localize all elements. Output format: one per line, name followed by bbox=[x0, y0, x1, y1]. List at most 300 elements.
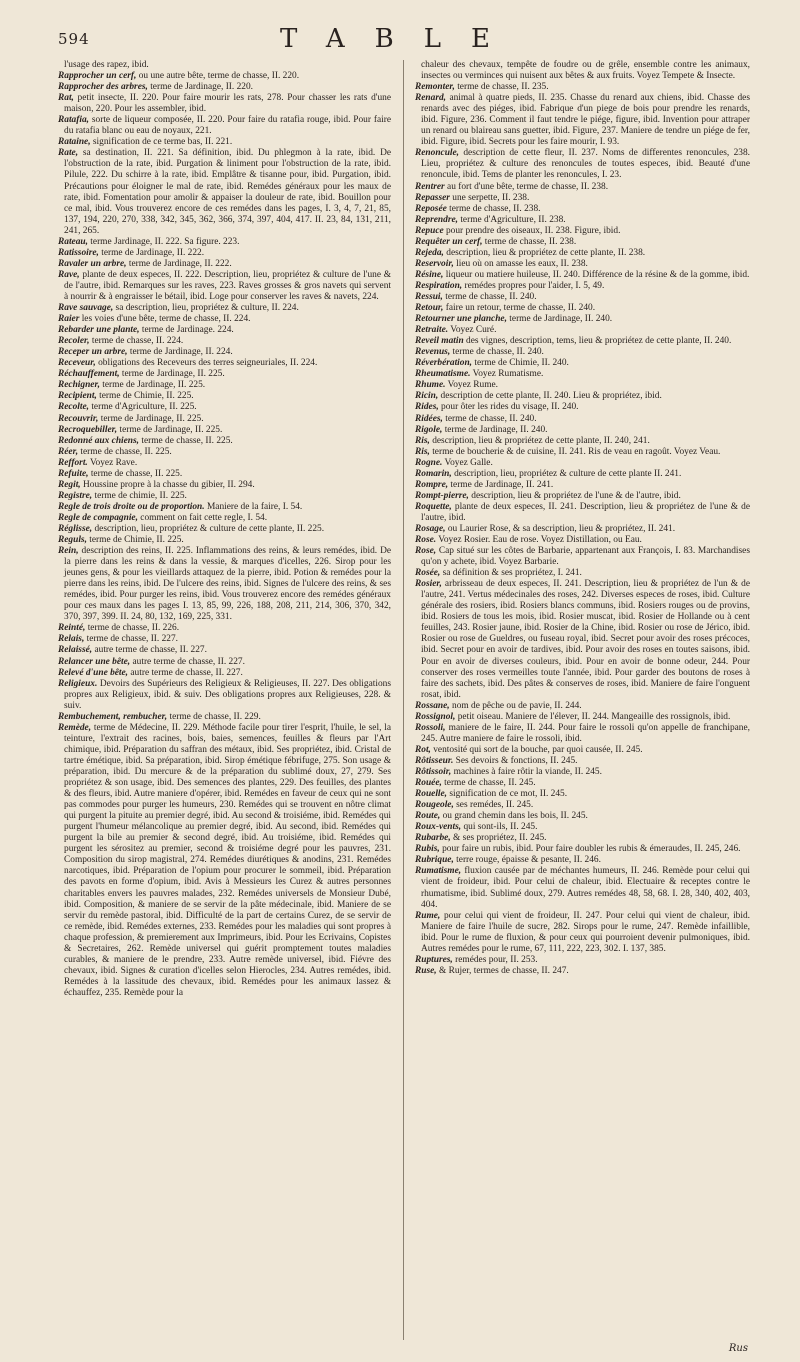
index-entry bbox=[415, 480, 750, 491]
entry-headword: Rapprocher des arbres, bbox=[58, 82, 148, 93]
entry-text: l'usage des rapez, ibid. bbox=[64, 60, 149, 70]
entry-text: terme de Jardinage, II. 222. bbox=[101, 247, 205, 258]
entry-headword: Rosier, bbox=[415, 579, 442, 590]
entry-text: Voyez Rume. bbox=[447, 380, 499, 391]
entry-headword: Rheumatisme. bbox=[415, 369, 471, 380]
entry-text: ou Laurier Rose, & sa description, lieu & propriétez, II. 241. bbox=[447, 523, 676, 534]
entry-text: lieu où on amasse les eaux, II. 238. bbox=[456, 258, 588, 269]
entry-headword: Retour, bbox=[415, 303, 444, 314]
entry-text: liqueur ou matiere huileuse, II. 240. Différence de la résine & de la gomme, ibid. bbox=[445, 269, 750, 280]
entry-headword: Recolte, bbox=[58, 402, 89, 413]
entry-text: description des reins, II. 225. Inflammations des reins, & leurs remédes, ibid. De la pierre dans les reins & dans la vessie, & marques d'icelles, 226. Sirop pour les jeunes gens, & pour les vieillards attaquez de la pierre, ibid. Potion & remédes pour la pierre dans les reins, ibid. De l'ulcere des reins, ibid. Signes de l'ulcere des reins, & ses remédes, ibid. Pour purger les reins, ibid. Vous trouverez encore des remédes généraux pour ces maux dans les pages I. 13, 85, 99, 226, 188, 208, 211, 214, 306, 370, 342, 370, 397, 399. II. 24, 80, 132, 169, 225, 331. bbox=[64, 546, 391, 623]
entry-headword: Reveil matin bbox=[415, 336, 464, 347]
entry-text: terme de Chimie, II. 240. bbox=[474, 358, 569, 369]
entry-headword: Rave, bbox=[58, 269, 80, 280]
index-entry bbox=[58, 237, 391, 248]
index-entry bbox=[58, 458, 391, 469]
entry-headword: Réer, bbox=[58, 446, 79, 457]
index-entry bbox=[58, 380, 391, 391]
entry-text: terme d'Agriculture, II. 225. bbox=[91, 402, 197, 413]
index-entry bbox=[415, 248, 750, 259]
index-entry bbox=[58, 358, 391, 369]
index-entry bbox=[415, 911, 750, 955]
entry-text: arbrisseau de deux especes, II. 241. Description, lieu & propriétez de l'un & de l'autre, 241. Vertus médecinales des roses, 242. Diverses especes de roses, ibid. Culture générale des rosiers, ibid. Rosiers blancs communs, ibid. Rosiers rouges ou de provins, ibid. Rosiers de tous les mois, ibid. Rosier muscat, ibid. Rosier de Hollande ou à cent feuilles, 243. Rosier jaune, ibid. Rosier de la Chine, ibid. Rosier ou rose de Jérico, ibid. Rosier ou rose de Gueldres, ou fuseau royal, ibid. Secret pour avoir des roses précoces, ibid. Secret pour en avoir de tardives, ibid. Pour avoir des roses en toutes saisons, ibid. Pour en avoir de diverses couleurs, ibid. Pour en avoir de bonne odeur, 244. Pour conserver des roses vermeilles toute l'année, ibid. Pour garder des boutons de roses à faire des sachets, ibid. Des pâtes & conserves de roses, ibid. Maniere de faire l'onguent rosat, ibid. bbox=[421, 579, 750, 700]
entry-text: pour faire un rubis, ibid. Pour faire doubler les rubis & émeraudes, II. 245, 246. bbox=[442, 844, 741, 855]
index-entry bbox=[415, 447, 750, 458]
entry-headword: Relaissé, bbox=[58, 645, 93, 656]
entry-text: terme de chasse, II. 225. bbox=[90, 468, 183, 479]
entry-text: obligations des Receveurs des terres seigneuriales, II. 224. bbox=[98, 358, 318, 369]
index-entry bbox=[415, 712, 750, 723]
entry-headword: Ravaler un arbre, bbox=[58, 258, 127, 269]
entry-text: remédes propres pour l'aider, I. 5, 49. bbox=[464, 280, 605, 291]
index-entry bbox=[415, 93, 750, 148]
entry-text: terme de chasse, II. 245. bbox=[444, 778, 536, 789]
index-entry bbox=[415, 568, 750, 579]
entry-headword: Reffort. bbox=[58, 457, 88, 468]
entry-text: Houssine propre à la chasse du gibier, II. 294. bbox=[83, 479, 255, 490]
index-entry bbox=[58, 148, 391, 236]
entry-headword: Renard, bbox=[415, 93, 446, 104]
index-entry bbox=[415, 226, 750, 237]
entry-text: maniere de le faire, II. 244. Pour faire le rossoli qu'on appelle de franchipane, 245. Autre maniere de faire le rossoli, ibid. bbox=[421, 722, 750, 744]
entry-headword: Rentrer bbox=[415, 181, 445, 192]
entry-headword: Requêter un cerf, bbox=[415, 236, 483, 247]
index-entry bbox=[58, 402, 391, 413]
entry-headword: Ris, bbox=[415, 446, 430, 457]
index-entry bbox=[415, 579, 750, 701]
index-entry bbox=[415, 148, 750, 181]
index-entry bbox=[415, 701, 750, 712]
entry-text: terme de chasse, II. 240. bbox=[445, 291, 537, 302]
entry-text: terme de chasse, II. 235. bbox=[457, 82, 549, 93]
entry-headword: Relevé d'une bête, bbox=[58, 667, 129, 678]
entry-headword: Reguls, bbox=[58, 535, 87, 546]
entry-text: terre rouge, épaisse & pesante, II. 246. bbox=[456, 855, 601, 866]
entry-headword: Rossoli, bbox=[415, 722, 446, 733]
index-entry bbox=[58, 60, 391, 71]
entry-headword: Rembuchement, rembucher, bbox=[58, 711, 168, 722]
entry-text: comment on fait cette regle, I. 54. bbox=[140, 512, 268, 523]
entry-headword: Rogne. bbox=[415, 457, 443, 468]
entry-headword: Rebarder une plante, bbox=[58, 325, 140, 336]
entry-headword: Rejeda, bbox=[415, 247, 444, 258]
entry-headword: Ratissoire, bbox=[58, 247, 99, 258]
entry-text: petit oiseau. Maniere de l'élever, II. 244. Mangeaille des rossignols, ibid. bbox=[457, 711, 731, 722]
entry-text: terme de Jardinage, II. 240. bbox=[509, 314, 613, 325]
entry-text: au fort d'une bête, terme de chasse, II. 238. bbox=[447, 181, 609, 192]
entry-headword: Remède, bbox=[58, 722, 92, 733]
entry-headword: Route, bbox=[415, 811, 441, 822]
entry-headword: Regle de trois droite ou de proportion. bbox=[58, 501, 205, 512]
index-entry bbox=[415, 745, 750, 756]
index-entry bbox=[58, 524, 391, 535]
index-entry bbox=[415, 756, 750, 767]
entry-headword: Recroquebiller, bbox=[58, 424, 118, 435]
index-entry bbox=[415, 778, 750, 789]
entry-headword: Ratafia, bbox=[58, 115, 89, 126]
entry-text: terme de Jardinage, II. 225. bbox=[100, 413, 204, 424]
entry-text: sorte de liqueur composée, II. 220. Pour faire du ratafia rouge, ibid. Pour faire du ratafia blanc ou eau de noyaux, 221. bbox=[64, 115, 391, 137]
entry-text: des vignes, description, tems, lieu & propriétez de cette plante, II. 240. bbox=[466, 336, 732, 347]
index-entry bbox=[58, 480, 391, 491]
entry-headword: Rougeole, bbox=[415, 800, 454, 811]
entry-headword: Recipient, bbox=[58, 391, 97, 402]
entry-headword: Rosée, bbox=[415, 568, 441, 579]
index-entry bbox=[415, 955, 750, 966]
index-entry bbox=[415, 182, 750, 193]
index-entry bbox=[415, 855, 750, 866]
entry-headword: Roux-vents, bbox=[415, 822, 462, 833]
entry-text: terme de Jardinage, II. 240. bbox=[444, 424, 548, 435]
entry-headword: Relais, bbox=[58, 634, 85, 645]
entry-headword: Rouelle, bbox=[415, 789, 448, 800]
index-entry bbox=[58, 259, 391, 270]
index-entry bbox=[415, 546, 750, 568]
entry-headword: Ruse, bbox=[415, 965, 437, 976]
entry-text: description, lieu, propriétez & culture de cette plante II. 241. bbox=[454, 468, 682, 479]
index-entry bbox=[415, 270, 750, 281]
entry-headword: Rôtissoir, bbox=[415, 767, 452, 777]
entry-text: terme de chasse, II. 229. bbox=[169, 711, 261, 722]
index-entry bbox=[415, 800, 750, 811]
index-entry bbox=[58, 469, 391, 480]
entry-text: autre terme de chasse, II. 227. bbox=[94, 645, 207, 656]
index-entry bbox=[58, 491, 391, 502]
entry-text: ses remédes, II. 245. bbox=[456, 800, 534, 811]
entry-text: terme de Jardinage, II. 224. bbox=[129, 347, 233, 358]
page-title: TABLE bbox=[279, 24, 521, 54]
index-entry bbox=[415, 723, 750, 745]
entry-text: pour ôter les rides du visage, II. 240. bbox=[441, 402, 579, 413]
entry-headword: Renoncule, bbox=[415, 148, 460, 159]
entry-text: terme de chasse, II. 225. bbox=[141, 435, 233, 446]
index-entry bbox=[415, 204, 750, 215]
index-entry bbox=[415, 358, 750, 369]
entry-text: terme de Chimie, II. 225. bbox=[99, 391, 194, 402]
entry-headword: Recouvrir, bbox=[58, 413, 99, 424]
index-entry bbox=[415, 314, 750, 325]
index-entry bbox=[415, 325, 750, 336]
catchword: Rus bbox=[728, 1343, 748, 1354]
entry-headword: Réverbération, bbox=[415, 358, 473, 369]
index-entry bbox=[58, 369, 391, 380]
index-entry bbox=[415, 303, 750, 314]
entry-headword: Regit, bbox=[58, 479, 81, 490]
entry-headword: Rompt-pierre, bbox=[415, 490, 469, 501]
index-entry bbox=[415, 193, 750, 204]
entry-headword: Receper un arbre, bbox=[58, 347, 128, 358]
entry-headword: Rossignol, bbox=[415, 711, 456, 722]
entry-text: sa définition & ses propriétez, I. 241. bbox=[442, 568, 582, 579]
left-column bbox=[58, 60, 391, 1350]
entry-text: terme de chasse, II. 240. bbox=[452, 347, 544, 358]
entry-headword: Rôtisseur. bbox=[415, 755, 454, 766]
page-number: 594 bbox=[58, 30, 90, 48]
entry-headword: Rosage, bbox=[415, 523, 446, 534]
column-divider bbox=[403, 60, 404, 1340]
entry-text: description de cette plante, II. 240. Lieu & propriétez, ibid. bbox=[440, 391, 662, 402]
entry-headword: Raier bbox=[58, 314, 80, 325]
entry-headword: Remonter, bbox=[415, 82, 455, 93]
entry-headword: Repuce bbox=[415, 225, 444, 236]
entry-text: terme Jardinage, II. 222. Sa figure. 223. bbox=[90, 236, 240, 247]
index-entry bbox=[415, 369, 750, 380]
index-entry bbox=[58, 657, 391, 668]
index-entry bbox=[415, 833, 750, 844]
index-entry bbox=[58, 513, 391, 524]
entry-text: petit insecte, II. 220. Pour faire mourir les rats, 278. Pour chasser les rats d'une maison, 220. Pour les assembler, ibid. bbox=[64, 93, 391, 115]
entry-text: ou grand chemin dans les bois, II. 245. bbox=[442, 811, 588, 822]
entry-text: plante de deux especes, II. 241. Description, lieu & propriétez de l'une & de l'autre, ibid. bbox=[421, 501, 750, 523]
entry-text: les voies d'une bête, terme de chasse, II. 224. bbox=[81, 314, 251, 325]
index-entry bbox=[58, 414, 391, 425]
entry-text: pour prendre des oiseaux, II. 238. Figure, ibid. bbox=[445, 225, 621, 236]
index-entry bbox=[415, 402, 750, 413]
index-entry bbox=[58, 712, 391, 723]
index-entry bbox=[58, 668, 391, 679]
entry-headword: Rataine, bbox=[58, 137, 91, 148]
entry-headword: Romarin, bbox=[415, 468, 452, 479]
entry-headword: Repasser bbox=[415, 192, 450, 203]
entry-headword: Rumatisme, bbox=[415, 866, 462, 877]
entry-headword: Reprendre, bbox=[415, 214, 458, 225]
entry-headword: Reinté, bbox=[58, 623, 86, 634]
index-entry bbox=[415, 458, 750, 469]
page-header bbox=[0, 24, 800, 58]
entry-text: ou une autre bête, terme de chasse, II. 220. bbox=[138, 71, 300, 82]
index-entry bbox=[58, 623, 391, 634]
index-entry bbox=[58, 679, 391, 712]
index-entry bbox=[415, 491, 750, 502]
entry-headword: Regle de compagnie, bbox=[58, 512, 138, 523]
entry-headword: Revenus, bbox=[415, 347, 451, 358]
index-entry bbox=[415, 237, 750, 248]
entry-text: description, lieu & propriétez de cette plante, II. 238. bbox=[446, 247, 646, 258]
entry-text: ventosité qui sort de la bouche, par quoi causée, II. 245. bbox=[433, 744, 643, 755]
index-entry bbox=[58, 314, 391, 325]
entry-text: Voyez Curé. bbox=[450, 325, 497, 336]
index-entry bbox=[415, 292, 750, 303]
entry-headword: Résine, bbox=[415, 269, 444, 280]
entry-text: description, lieu & propriétez de l'une & de l'autre, ibid. bbox=[471, 490, 681, 501]
entry-headword: Redonné aux chiens, bbox=[58, 435, 140, 446]
index-entry bbox=[415, 866, 750, 910]
index-entry bbox=[58, 71, 391, 82]
entry-text: terme de Jardinage, II. 222. bbox=[128, 258, 232, 269]
entry-headword: Recoler, bbox=[58, 336, 90, 347]
index-entry bbox=[58, 115, 391, 137]
entry-text: fluxion causée par de méchantes humeurs, II. 246. Remède pour celui qui vient de froideur, ibid. Pour celui de chaleur, ibid. Electuaire & receptes contre le rhumatisme, ibid. Sublimé doux, 279. Autres remédes 48, 58, 68. I. 28, 340, 402, 403, 404. bbox=[421, 866, 750, 910]
right-column bbox=[415, 60, 750, 1350]
index-entry bbox=[58, 347, 391, 358]
entry-text: nom de pêche ou de pavie, II. 244. bbox=[452, 700, 582, 711]
index-entry bbox=[415, 336, 750, 347]
entry-text: terme de chasse, II. 238. bbox=[449, 203, 541, 214]
index-entry bbox=[415, 469, 750, 480]
entry-headword: Religieux. bbox=[58, 678, 98, 689]
entry-text: description, lieu & propriétez de cette plante, II. 240, 241. bbox=[432, 435, 650, 446]
entry-text: terme de chasse, II. 225. bbox=[80, 446, 172, 457]
entry-text: machines à faire rôtir la viande, II. 245. bbox=[453, 767, 602, 777]
index-entry bbox=[58, 336, 391, 347]
entry-text: terme de Jardinage, II. 225. bbox=[102, 380, 206, 391]
entry-headword: Reservoir, bbox=[415, 258, 454, 269]
entry-text: terme de Jardinage, II. 225. bbox=[121, 369, 225, 380]
entry-headword: Ricin, bbox=[415, 391, 439, 402]
index-entry bbox=[58, 634, 391, 645]
index-entry bbox=[58, 546, 391, 623]
entry-text: autre terme de chasse, II. 227. bbox=[132, 656, 245, 667]
entry-text: animal à quatre pieds, II. 235. Chasse du renard aux chiens, ibid. Chasse des renards avec des piéges, ibid. Fabrique d'un piege de bois pour prendre les renards, ibid. Figure, 236. Comment il faut tendre le piége, figure, ibid. Invention pour attraper un renard ou blaireau sans guetter, ibid. Figure, 237. Maniere de tendre un piége de fer, ibid. Figure, ibid. Secrets pour les faire mourir, I. 93. bbox=[421, 93, 750, 148]
index-entry bbox=[58, 425, 391, 436]
entry-headword: Rave sauvage, bbox=[58, 303, 114, 314]
entry-headword: Registre, bbox=[58, 490, 93, 501]
entry-text: & Rujer, termes de chasse, II. 247. bbox=[438, 965, 569, 976]
index-entry bbox=[58, 645, 391, 656]
entry-headword: Rapprocher un cerf, bbox=[58, 71, 137, 82]
index-entry bbox=[415, 259, 750, 270]
entry-text: sa destination, II. 221. Sa définition, ibid. Du phlegmon à la rate, ibid. De l'obstruction de la rate, ibid. Purgation & liniment pour l'obstruction de la rate, ibid. Pilule, 222. Du schirre à la rate, ibid. Emplâtre & tisanne pour, ibid. Purgation, ibid. Précautions pour éloigner le mal de rate, ibid. Remédes généraux pour les maux de rate, ibid. Fomentation pour amolir & appaiser la douleur de rate, ibid. Bouillon pour ce mal, ibid. Vous trouverez encore de ces remédes dans les pages, I. 3, 4, 7, 21, 85, 137, 194, 220, 270, 338, 342, 345, 362, 366, 374, 397, 404, 417. II. 23, 84, 131, 211, 241, 265. bbox=[64, 148, 391, 236]
entry-text: terme de chasse, II. 238. bbox=[484, 236, 577, 247]
entry-text: terme de Médecine, II. 229. Méthode facile pour tirer l'esprit, l'huile, le sel, la teinture, l'extrait des racines, bois, baies, semences, feuilles & fleurs par l'Art chimique, ibid. Préparation du saffran des métaux, ibid. Ses propriétez, ibid. Cristal de tartre émétique, ibid. Sa préparation, ibid. Sirop émétique fébrifuge, 275. Son usage & préparation, ibid. Du mercure & de la préparation du sublimé doux, 27, 279. Ses propriétez & son usage, ibid. Des semences des plantes, 229. Des feuilles, des plantes & des fleurs, ibid. Autre maniere d'opérer, ibid. Remédes en faveur de ceux qui ne sont pas commodes pour purger les humeurs, 230. Remédes qui se trouvent en nôtre climat qui purgent la pituite au premier degré, ibid. Au second & troisiéme, ibid. Remédes qui purgent l'humeur mélancolique au premier degré, ibid. Au second, ibid. Remédes qui purgent la bile au premier & second degré, ibid. Au troisiéme, ibid. Remédes qui purgent les sérositez au premier, second & troisiéme degré pour les pauvres, 231. Composition du sirop magistral, 274. Remédes diurétiques & anodins, 231. Remédes narcotiques, ibid. Préparation de l'opium pour procurer le sommeil, ibid. Préparation des pavots en forme d'opium, ibid. Avis à Messieurs les Curez & autres personnes charitables envers les pauvres malades, 232. Remédes universels de Monsieur Dubé, ibid. Composition, & maniere de se servir de la pâte médecinale, ibid. Maniere de se servir du remède pastoral, ibid. Difficulté de la part de certains Curez, de se servir de ce remède, ibid. Remédes externes, 233. Remédes pour les maladies qui sont propres à chaque profession, & premierement aux Imprimeurs, ibid. Pour les Ecrivains, Copistes & Secretaires, 262. Remède universel qui guérit promptement toutes maladies curables, & maniere de le prendre, 233. Autre remède universel, ibid. Fiévre des chevaux, ibid. Signes & curation d'icelles selon Hierocles, 234. Autres remédes, ibid. Remédes à la lassitude des chevaux, ibid. Remédes pour les animaux lassez & échauffez, 235. Remède pour la bbox=[64, 722, 391, 998]
entry-headword: Refuite, bbox=[58, 468, 89, 479]
index-entry bbox=[415, 966, 750, 977]
entry-text: signification de ce terme bas, II. 221. bbox=[92, 137, 233, 148]
entry-text: terme de chasse, II. 224. bbox=[91, 336, 184, 347]
entry-text: terme de Jardinage, II. 225. bbox=[119, 424, 223, 435]
entry-text: Ses devoirs & fonctions, II. 245. bbox=[455, 755, 578, 766]
entry-text: pour celui qui vient de froideur, II. 247. Pour celui qui vient de chaleur, ibid. Maniere de faire l'huile de sucre, 282. Sirops pour le rume, 247. Remède infaillible, ibid. Pour le rume de fluxion, & pour ceux qui pourroient devenir pulmoniques, ibid. Autres remédes pour le rume, 67, 111, 222, 223, 302. I. 137, 385. bbox=[421, 910, 750, 954]
entry-headword: Rot, bbox=[415, 744, 431, 755]
index-entry bbox=[58, 391, 391, 402]
entry-text: terme de chimie, II. 225. bbox=[94, 490, 187, 501]
index-entry bbox=[415, 524, 750, 535]
entry-headword: Relancer une bête, bbox=[58, 656, 131, 667]
entry-text: signification de ce mot, II. 245. bbox=[449, 789, 568, 800]
entry-headword: Rubrique, bbox=[415, 855, 454, 866]
index-entry bbox=[415, 414, 750, 425]
entry-headword: Reposée bbox=[415, 203, 447, 214]
entry-text: & ses propriétez, II. 245. bbox=[453, 833, 547, 844]
entry-headword: Retourner une planche, bbox=[415, 314, 507, 325]
entry-text: terme de chasse, II. 227. bbox=[86, 634, 179, 645]
entry-text: terme de boucherie & de cuisine, II. 241. Ris de veau en ragoût. Voyez Veau. bbox=[432, 446, 721, 457]
index-entry bbox=[415, 502, 750, 524]
entry-text: Cap situé sur les côtes de Barbarie, appartenant aux François, I. 83. Marchandises qu'on y achete, ibid. Voyez Barbarie. bbox=[421, 546, 750, 568]
entry-text: faire un retour, terme de chasse, II. 240. bbox=[445, 303, 596, 314]
entry-headword: Rume, bbox=[415, 910, 441, 921]
entry-headword: Rossane, bbox=[415, 700, 450, 711]
entry-headword: Réglisse, bbox=[58, 523, 93, 534]
index-entry bbox=[415, 215, 750, 226]
index-entry bbox=[58, 270, 391, 303]
entry-headword: Ruptures, bbox=[415, 954, 453, 965]
entry-headword: Rides, bbox=[415, 402, 439, 413]
entry-headword: Respiration, bbox=[415, 280, 463, 291]
entry-headword: Ris, bbox=[415, 435, 430, 446]
index-entry bbox=[415, 789, 750, 800]
entry-text: terme de Jardinage, II. 241. bbox=[450, 479, 554, 490]
entry-text: Devoirs des Supérieurs des Religieux & Religieuses, II. 227. Des obligations propres aux Religieux, ibid. & suiv. Des obligations propres aux Religieuses, 228. & suiv. bbox=[64, 678, 391, 711]
entry-text: Voyez Galle. bbox=[444, 457, 493, 468]
entry-text: Voyez Rave. bbox=[89, 457, 138, 468]
index-entry bbox=[415, 347, 750, 358]
index-entry bbox=[415, 82, 750, 93]
index-entry bbox=[58, 502, 391, 513]
entry-headword: Roquette, bbox=[415, 501, 452, 512]
entry-text: une serpette, II. 238. bbox=[452, 192, 530, 203]
entry-text: autre terme de chasse, II. 227. bbox=[130, 667, 243, 678]
entry-headword: Réchauffement, bbox=[58, 369, 120, 380]
entry-text: description de cette fleur, II. 237. Noms de differentes renoncules, 238. Lieu, propriétez & culture des renoncules de toutes especes, ibid. Beauté d'une renoncule, ibid. Tems de planter les renoncules, I. 23. bbox=[421, 148, 750, 181]
entry-headword: Rhume. bbox=[415, 380, 446, 391]
entry-text: terme de chasse, II. 226. bbox=[87, 623, 180, 634]
entry-text: terme de chasse, II. 240. bbox=[445, 413, 537, 424]
entry-headword: Rose, bbox=[415, 546, 437, 557]
entry-headword: Rigole, bbox=[415, 424, 443, 435]
entry-text: qui sont-ils, II. 245. bbox=[463, 822, 538, 833]
entry-headword: Rubarbe, bbox=[415, 833, 451, 844]
entry-headword: Rate, bbox=[58, 148, 79, 159]
entry-headword: Rompre, bbox=[415, 479, 449, 490]
entry-headword: Rubis, bbox=[415, 844, 440, 855]
index-entry bbox=[415, 535, 750, 546]
index-entry bbox=[415, 380, 750, 391]
index-entry bbox=[58, 436, 391, 447]
entry-headword: Receveur, bbox=[58, 358, 96, 369]
index-entry bbox=[415, 281, 750, 292]
index-entry bbox=[415, 811, 750, 822]
index-entry bbox=[58, 93, 391, 115]
index-entry bbox=[415, 391, 750, 402]
entry-text: terme d'Agriculture, II. 238. bbox=[460, 214, 566, 225]
index-entry bbox=[58, 248, 391, 259]
entry-text: sa description, lieu, propriétez & culture, II. 224. bbox=[115, 303, 299, 314]
entry-text: Maniere de la faire, I. 54. bbox=[206, 501, 303, 512]
index-entry bbox=[58, 535, 391, 546]
entry-text: Voyez Rosier. Eau de rose. Voyez Distillation, ou Eau. bbox=[438, 535, 642, 546]
index-entry bbox=[58, 447, 391, 458]
index-entry bbox=[58, 137, 391, 148]
entry-text: description, lieu, propriétez & culture de cette plante, II. 225. bbox=[94, 523, 325, 534]
entry-headword: Rein, bbox=[58, 546, 79, 557]
index-entry bbox=[415, 436, 750, 447]
entry-headword: Rechigner, bbox=[58, 380, 100, 391]
entry-text: remédes pour, II. 253. bbox=[455, 954, 538, 965]
entry-headword: Rose. bbox=[415, 535, 437, 546]
entry-text: terme de Jardinage. 224. bbox=[141, 325, 234, 336]
entry-headword: Ressui, bbox=[415, 291, 443, 302]
entry-headword: Ridées, bbox=[415, 413, 443, 424]
index-entry bbox=[415, 844, 750, 855]
index-entry bbox=[58, 723, 391, 999]
entry-text: terme de Chimie, II. 225. bbox=[89, 535, 184, 546]
entry-headword: Rat, bbox=[58, 93, 74, 104]
index-entry bbox=[58, 82, 391, 93]
entry-text: chaleur des chevaux, tempête de foudre ou de grêle, ensemble contre les animaux, insectes ou verminces qui nuisent aux bêtes & aux fruits. Voyez Tempete & Insecte. bbox=[421, 60, 750, 82]
entry-text: terme de Jardinage, II. 220. bbox=[150, 82, 254, 93]
entry-headword: Rateau, bbox=[58, 236, 88, 247]
entry-headword: Retraite. bbox=[415, 325, 449, 336]
index-entry bbox=[415, 822, 750, 833]
entry-text: plante de deux especes, II. 222. Description, lieu, propriétez & culture de l'une & de l'autre, ibid. Remarques sur les raves, 223. Raves grosses & gros navets qui servent à nourrir & à engraisser le bétail, ibid. Loge pour conserver les raves & navets, 224. bbox=[64, 269, 391, 302]
index-entry bbox=[415, 425, 750, 436]
index-entry bbox=[58, 325, 391, 336]
entry-text: Voyez Rumatisme. bbox=[472, 369, 544, 380]
entry-headword: Rouée, bbox=[415, 778, 442, 789]
index-entry bbox=[415, 60, 750, 82]
